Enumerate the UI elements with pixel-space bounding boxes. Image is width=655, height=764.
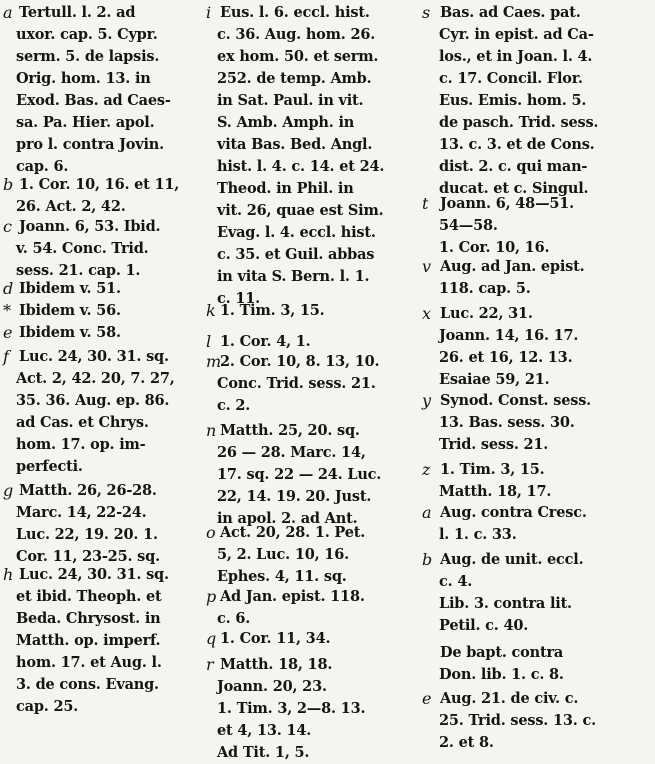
footnote-line: Marc. 14, 22-24.: [16, 504, 147, 521]
footnote-line: c. 35. et Guil. abbas: [217, 246, 375, 263]
footnote-line: et 4, 13. 14.: [217, 722, 312, 739]
footnote-entry: [3, 216, 208, 282]
footnote-entry: [206, 654, 426, 764]
footnote-line: Tertull. l. 2. ad: [19, 4, 136, 21]
footnote-line: 54—58.: [439, 217, 498, 234]
footnote-line: 17. sq. 22 — 24. Luc.: [217, 466, 382, 483]
footnote-line: v. 54. Conc. Trid.: [16, 240, 149, 257]
footnote-line: Aug. ad Jan. epist.: [440, 258, 585, 275]
footnote-line: de pasch. Trid. sess.: [439, 114, 599, 131]
footnote-marker: a: [3, 3, 13, 22]
footnote-line: c. 2.: [217, 397, 251, 414]
footnote-entry: [206, 331, 426, 353]
footnote-line: in vita S. Bern. l. 1.: [217, 268, 370, 285]
footnote-entry: [422, 642, 654, 686]
footnote-line: cap. 6.: [16, 158, 69, 175]
footnote-line: 35. 36. Aug. ep. 86.: [16, 392, 170, 409]
footnote-line: Synod. Const. sess.: [440, 392, 592, 409]
footnote-marker: q: [206, 629, 217, 648]
footnote-line: Matth. 18, 18.: [220, 656, 333, 673]
footnote-entry: [206, 2, 426, 310]
footnote-line: Joann. 14, 16. 17.: [439, 327, 579, 344]
footnote-line: 26. et 16, 12. 13.: [439, 349, 573, 366]
footnote-line: Exod. Bas. ad Caes-: [16, 92, 171, 109]
footnote-line: Matth. 18, 17.: [439, 483, 552, 500]
footnote-entry: [3, 480, 208, 568]
footnote-marker: r: [206, 655, 214, 674]
footnote-line: Joann. 6, 53. Ibid.: [19, 218, 161, 235]
footnote-line: 2. Cor. 10, 8. 13, 10.: [220, 353, 380, 370]
footnote-marker: s: [422, 3, 431, 22]
footnote-line: Matth. 26, 26-28.: [19, 482, 157, 499]
footnote-line: in Sat. Paul. in vit.: [217, 92, 364, 109]
footnote-line: l. 1. c. 33.: [439, 526, 517, 543]
footnote-marker: c: [3, 217, 12, 236]
footnote-line: uxor. cap. 5. Cypr.: [16, 26, 158, 43]
footnote-line: dist. 2. c. qui man-: [439, 158, 588, 175]
footnote-entry: [3, 346, 208, 478]
footnote-line: 2. et 8.: [439, 734, 494, 751]
footnote-line: Aug. 21. de civ. c.: [440, 690, 579, 707]
footnote-line: 26 — 28. Marc. 14,: [217, 444, 366, 461]
footnote-line: perfecti.: [16, 458, 83, 475]
footnote-line: c. 36. Aug. hom. 26.: [217, 26, 376, 43]
footnote-entry: [3, 564, 208, 718]
footnote-line: 22, 14. 19. 20. Just.: [217, 488, 372, 505]
footnote-marker: h: [3, 565, 14, 584]
footnote-line: Luc. 24, 30. 31. sq.: [19, 348, 169, 365]
footnote-line: c. 4.: [439, 573, 473, 590]
footnote-line: Ibidem v. 58.: [19, 324, 121, 341]
footnote-line: 118. cap. 5.: [439, 280, 531, 297]
footnote-line: Luc. 22, 31.: [440, 305, 533, 322]
footnote-line: Trid. sess. 21.: [439, 436, 549, 453]
footnote-line: De bapt. contra: [440, 644, 564, 661]
footnote-line: 25. Trid. sess. 13. c.: [439, 712, 596, 729]
footnote-line: Beda. Chrysost. in: [16, 610, 161, 627]
footnote-line: 5, 2. Luc. 10, 16.: [217, 546, 349, 563]
footnote-line: 3. de cons. Evang.: [16, 676, 159, 693]
footnote-line: Ibidem v. 51.: [19, 280, 121, 297]
footnote-line: 13. c. 3. et de Cons.: [439, 136, 595, 153]
footnote-entry: [3, 300, 208, 322]
footnote-marker: v: [422, 257, 432, 276]
footnote-line: 26. Act. 2, 42.: [16, 198, 126, 215]
footnote-marker: o: [206, 523, 216, 542]
footnote-marker: *: [3, 301, 11, 320]
footnote-line: Act. 20, 28. 1. Pet.: [220, 524, 366, 541]
footnote-line: Eus. l. 6. eccl. hist.: [220, 4, 370, 21]
footnote-marker: y: [422, 391, 432, 410]
footnote-line: Joann. 6, 48—51.: [440, 195, 574, 212]
footnote-line: Matth. 25, 20. sq.: [220, 422, 360, 439]
footnote-line: Theod. in Phil. in: [217, 180, 354, 197]
footnote-line: 1. Cor. 4, 1.: [220, 333, 311, 350]
footnote-line: c. 17. Concil. Flor.: [439, 70, 583, 87]
footnote-marker: e: [422, 689, 432, 708]
footnote-line: c. 11.: [217, 290, 260, 307]
footnote-marker: k: [206, 301, 216, 320]
footnote-line: sa. Pa. Hier. apol.: [16, 114, 155, 131]
footnote-entry: [422, 390, 654, 456]
footnote-entry: [422, 688, 654, 754]
footnote-line: Ad Jan. epist. 118.: [220, 588, 365, 605]
footnote-entry: [206, 351, 426, 417]
footnote-line: ducat. et c. Singul.: [439, 180, 589, 197]
footnote-line: hom. 17. et Aug. l.: [16, 654, 162, 671]
footnote-line: Don. lib. 1. c. 8.: [439, 666, 564, 683]
footnote-line: pro l. contra Jovin.: [16, 136, 164, 153]
footnote-entry: [422, 193, 654, 259]
footnote-line: S. Amb. Amph. in: [217, 114, 355, 131]
footnote-marker: e: [3, 323, 13, 342]
footnote-line: sess. 21. cap. 1.: [16, 262, 141, 279]
footnote-entry: [422, 502, 654, 546]
footnote-line: los., et in Joan. l. 4.: [439, 48, 593, 65]
footnote-line: 1. Cor. 10, 16.: [439, 239, 550, 256]
footnote-entry: [3, 174, 208, 218]
footnote-line: Conc. Trid. sess. 21.: [217, 375, 376, 392]
footnote-line: hom. 17. op. im-: [16, 436, 146, 453]
footnote-marker: t: [422, 194, 429, 213]
footnote-entry: [206, 420, 426, 530]
footnote-marker: p: [206, 587, 217, 606]
footnote-line: vita Bas. Bed. Angl.: [217, 136, 373, 153]
footnote-marker: z: [422, 460, 431, 479]
footnote-line: Act. 2, 42. 20, 7. 27,: [16, 370, 175, 387]
footnote-line: 1. Tim. 3, 15.: [220, 302, 325, 319]
footnote-line: Ephes. 4, 11. sq.: [217, 568, 347, 585]
footnote-line: 13. Bas. sess. 30.: [439, 414, 575, 431]
footnote-entry: [422, 2, 654, 200]
footnote-marker: i: [206, 3, 212, 22]
footnote-line: Bas. ad Caes. pat.: [440, 4, 581, 21]
footnote-line: et ibid. Theoph. et: [16, 588, 162, 605]
footnote-line: Ad Tit. 1, 5.: [217, 744, 310, 761]
footnote-line: ad Cas. et Chrys.: [16, 414, 149, 431]
footnote-entry: [3, 322, 208, 344]
footnote-entry: [422, 256, 654, 300]
footnote-line: Aug. contra Cresc.: [440, 504, 587, 521]
footnote-line: 252. de temp. Amb.: [217, 70, 372, 87]
footnote-entry: [3, 278, 208, 300]
footnote-line: 1. Cor. 10, 16. et 11,: [19, 176, 180, 193]
footnote-line: Esaiae 59, 21.: [439, 371, 550, 388]
footnote-line: hist. l. 4. c. 14. et 24.: [217, 158, 385, 175]
footnote-line: cap. 25.: [16, 698, 79, 715]
footnote-marker: g: [3, 481, 14, 500]
footnote-line: Luc. 22, 19. 20. 1.: [16, 526, 158, 543]
footnote-marker: x: [422, 304, 432, 323]
footnote-line: ex hom. 50. et serm.: [217, 48, 379, 65]
footnote-marker: a: [422, 503, 432, 522]
footnote-entry: [422, 459, 654, 503]
footnote-marker: m: [206, 352, 222, 371]
footnote-line: Cyr. in epist. ad Ca-: [439, 26, 594, 43]
footnote-marker: f: [3, 347, 9, 366]
footnote-marker: b: [422, 550, 433, 569]
footnote-entry: [3, 2, 208, 178]
footnote-marker: b: [3, 175, 14, 194]
footnote-line: Lib. 3. contra lit.: [439, 595, 572, 612]
footnote-line: Cor. 11, 23-25. sq.: [16, 548, 160, 565]
footnote-line: Evag. l. 4. eccl. hist.: [217, 224, 376, 241]
footnote-line: Petil. c. 40.: [439, 617, 529, 634]
footnote-entry: [422, 303, 654, 391]
footnote-line: Joann. 20, 23.: [217, 678, 327, 695]
footnote-line: Orig. hom. 13. in: [16, 70, 151, 87]
footnote-line: 1. Tim. 3, 15.: [440, 461, 545, 478]
footnote-entry: [206, 300, 426, 322]
footnote-marker: d: [3, 279, 14, 298]
footnote-line: Matth. op. imperf.: [16, 632, 161, 649]
footnote-line: serm. 5. de lapsis.: [16, 48, 160, 65]
footnote-marker: n: [206, 421, 217, 440]
footnote-entry: [206, 586, 426, 630]
footnote-line: Aug. de unit. eccl.: [440, 551, 584, 568]
footnote-line: Eus. Emis. hom. 5.: [439, 92, 587, 109]
footnote-marker: l: [206, 332, 212, 351]
footnote-line: 1. Tim. 3, 2—8. 13.: [217, 700, 366, 717]
footnote-line: vit. 26, quae est Sim.: [217, 202, 384, 219]
footnote-entry: [422, 549, 654, 637]
footnote-line: Luc. 24, 30. 31. sq.: [19, 566, 169, 583]
footnote-line: in apol. 2. ad Ant.: [217, 510, 358, 527]
footnote-line: 1. Cor. 11, 34.: [220, 630, 331, 647]
footnote-line: c. 6.: [217, 610, 251, 627]
footnote-entry: [206, 628, 426, 650]
footnote-entry: [206, 522, 426, 588]
footnote-line: Ibidem v. 56.: [19, 302, 121, 319]
